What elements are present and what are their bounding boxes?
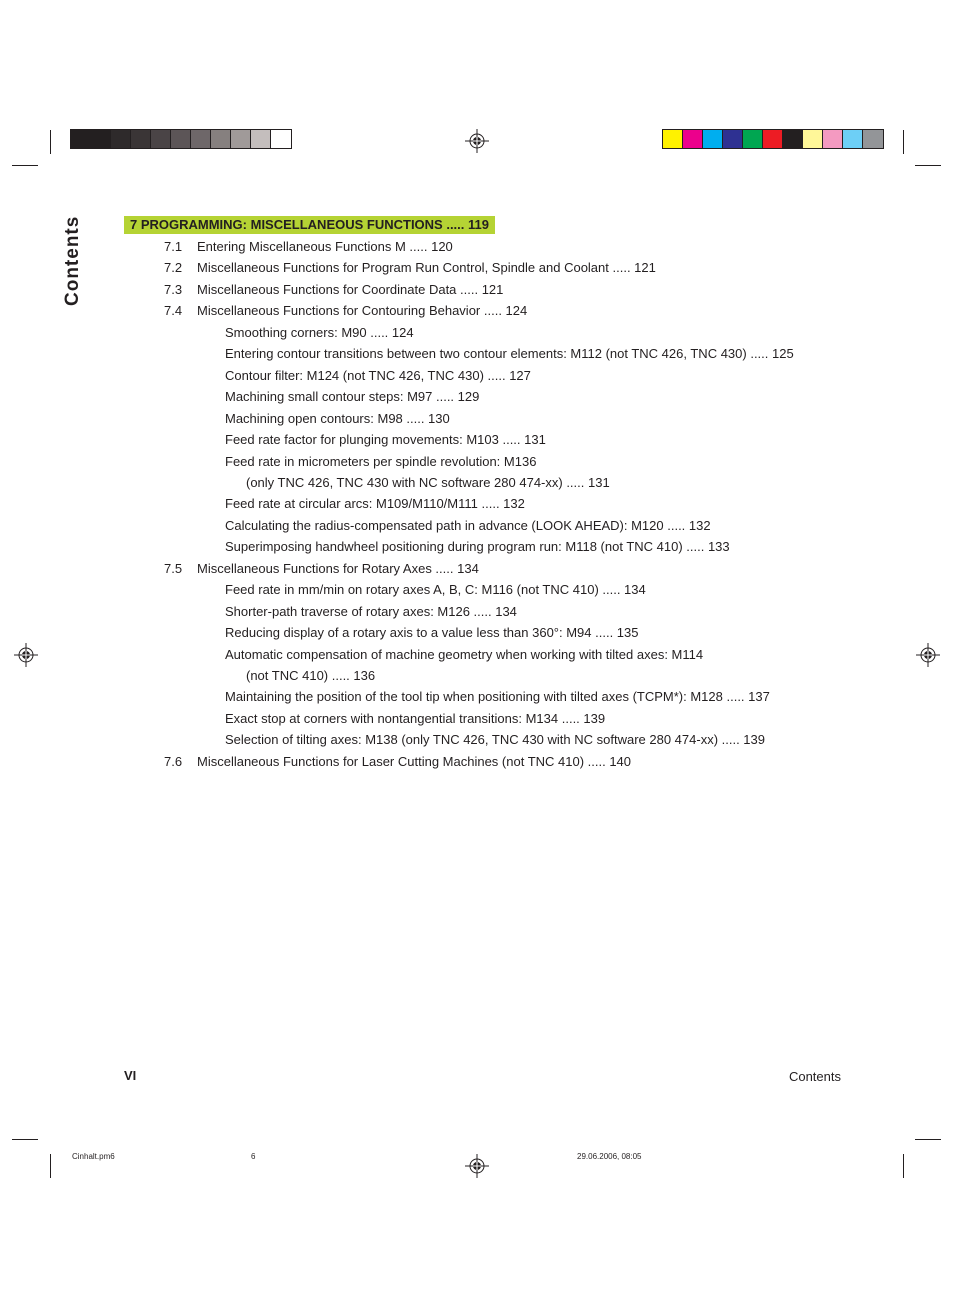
toc-section-number: 7.5 bbox=[164, 560, 183, 576]
toc-subentry[interactable]: Feed rate in micrometers per spindle revolution: M136 bbox=[225, 453, 537, 469]
color-swatch bbox=[823, 130, 843, 148]
toc-section-entry[interactable]: Miscellaneous Functions for Program Run Control, Spindle and Coolant ..... 121 bbox=[197, 260, 656, 276]
color-swatch bbox=[703, 130, 723, 148]
toc-section-entry[interactable]: Miscellaneous Functions for Coordinate Data ..... 121 bbox=[197, 281, 504, 297]
toc-subentry[interactable]: Contour filter: M124 (not TNC 426, TNC 430) ..... 127 bbox=[225, 367, 531, 383]
registration-mark-icon bbox=[916, 643, 940, 667]
toc-subentry[interactable]: Feed rate in mm/min on rotary axes A, B, C: M116 (not TNC 410) ..... 134 bbox=[225, 582, 646, 598]
slug-page: 6 bbox=[251, 1152, 256, 1161]
crop-mark-icon bbox=[12, 165, 38, 166]
toc-section-entry[interactable]: Miscellaneous Functions for Rotary Axes ..... 134 bbox=[197, 560, 479, 576]
slug-filename: Cinhalt.pm6 bbox=[72, 1152, 115, 1161]
toc-section-number: 7.4 bbox=[164, 303, 183, 319]
toc-subentry[interactable]: Machining open contours: M98 ..... 130 bbox=[225, 410, 450, 426]
toc-section-number: 7.6 bbox=[164, 753, 183, 769]
toc-section-number: 7.2 bbox=[164, 260, 183, 276]
toc-subentry[interactable]: Exact stop at corners with nontangential transitions: M134 ..... 139 bbox=[225, 710, 606, 726]
toc-section-entry[interactable]: Entering Miscellaneous Functions M ..... 120 bbox=[197, 239, 453, 254]
toc-subentry[interactable]: Superimposing handwheel positioning during program run: M118 (not TNC 410) ..... 133 bbox=[225, 539, 730, 555]
side-title: Contents bbox=[62, 215, 83, 306]
registration-mark-icon bbox=[465, 129, 489, 153]
toc-subentry[interactable]: Feed rate at circular arcs: M109/M110/M111 ..... 132 bbox=[225, 496, 525, 512]
crop-mark-icon bbox=[50, 130, 51, 154]
color-swatch bbox=[211, 130, 231, 148]
toc-subentry[interactable]: (only TNC 426, TNC 430 with NC software 280 474-xx) ..... 131 bbox=[246, 474, 610, 490]
color-swatch bbox=[71, 130, 91, 148]
page-number: VI bbox=[124, 1068, 137, 1083]
color-swatch bbox=[763, 130, 783, 148]
color-swatch bbox=[91, 130, 111, 148]
color-swatch bbox=[843, 130, 863, 148]
color-swatch bbox=[783, 130, 803, 148]
color-swatch bbox=[231, 130, 251, 148]
registration-mark-icon bbox=[14, 643, 38, 667]
toc-section-entry[interactable]: Miscellaneous Functions for Laser Cutting Machines (not TNC 410) ..... 140 bbox=[197, 753, 632, 769]
color-swatch bbox=[171, 130, 191, 148]
color-swatch bbox=[191, 130, 211, 148]
footer-section: Contents bbox=[788, 1069, 841, 1084]
toc-subentry[interactable]: Machining small contour steps: M97 ..... 129 bbox=[225, 389, 480, 405]
color-swatch bbox=[743, 130, 763, 148]
color-swatch bbox=[663, 130, 683, 148]
toc-subentry[interactable]: Selection of tilting axes: M138 (only TNC 426, TNC 430 with NC software 280 474-xx) ..... 139 bbox=[225, 732, 765, 748]
toc-subentry[interactable]: (not TNC 410) ..... 136 bbox=[246, 668, 376, 683]
toc-subentry[interactable]: Reducing display of a rotary axis to a value less than 360°: M94 ..... 135 bbox=[225, 625, 639, 641]
toc-section-number: 7.3 bbox=[164, 281, 183, 297]
toc-subentry[interactable]: Smoothing corners: M90 ..... 124 bbox=[225, 324, 414, 340]
toc-subentry[interactable]: Shorter-path traverse of rotary axes: M126 ..... 134 bbox=[225, 603, 517, 619]
crop-mark-icon bbox=[903, 130, 904, 154]
color-swatch bbox=[803, 130, 823, 148]
color-swatch bbox=[251, 130, 271, 148]
crop-mark-icon bbox=[915, 165, 941, 166]
chapter-heading[interactable]: 7 PROGRAMMING: MISCELLANEOUS FUNCTIONS ..... 119 bbox=[124, 216, 495, 234]
color-swatch bbox=[111, 130, 131, 148]
toc-subentry[interactable]: Automatic compensation of machine geometry when working with tilted axes: M114 bbox=[225, 646, 704, 662]
toc-section-number: 7.1 bbox=[164, 239, 183, 254]
color-swatch bbox=[863, 130, 883, 148]
color-swatch bbox=[723, 130, 743, 148]
grayscale-calibration-bar bbox=[70, 129, 292, 149]
toc-subentry[interactable]: Calculating the radius-compensated path in advance (LOOK AHEAD): M120 ..... 132 bbox=[225, 517, 711, 533]
color-swatch bbox=[131, 130, 151, 148]
toc-section-entry[interactable]: Miscellaneous Functions for Contouring Behavior ..... 124 bbox=[197, 303, 528, 319]
color-calibration-bar bbox=[662, 129, 884, 149]
color-swatch bbox=[683, 130, 703, 148]
color-swatch bbox=[151, 130, 171, 148]
crop-mark-icon bbox=[50, 1154, 51, 1178]
toc-subentry[interactable]: Feed rate factor for plunging movements: M103 ..... 131 bbox=[225, 432, 546, 448]
toc-subentry[interactable]: Entering contour transitions between two contour elements: M112 (not TNC 426, TNC 430) ..... 125 bbox=[225, 346, 794, 362]
crop-mark-icon bbox=[915, 1139, 941, 1140]
color-swatch bbox=[271, 130, 291, 148]
toc-subentry[interactable]: Maintaining the position of the tool tip when positioning with tilted axes (TCPM*): M128 ..... 137 bbox=[225, 689, 770, 705]
slug-datetime: 29.06.2006, 08:05 bbox=[577, 1152, 642, 1161]
crop-mark-icon bbox=[903, 1154, 904, 1178]
registration-mark-icon bbox=[465, 1154, 489, 1178]
crop-mark-icon bbox=[12, 1139, 38, 1140]
